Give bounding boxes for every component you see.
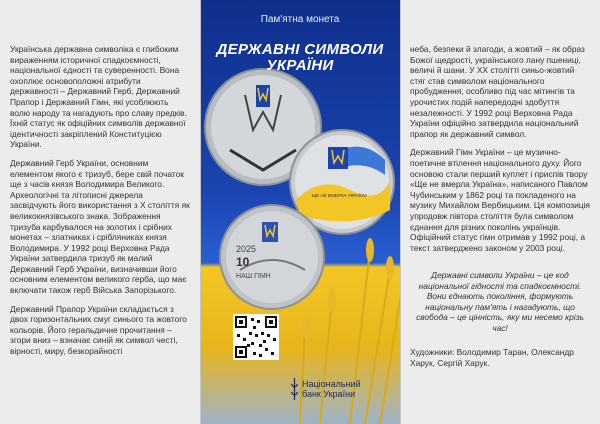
coin-inscription: ЩЕ НЕ ВМЕРЛА УКРАЇНИ: [312, 193, 367, 198]
paragraph-flag: Державний Прапор України складається з двох горизонтальних смуг синього та жовтого кольорів. Його геральдичне прочитання – згори вниз – взначає синій як символ честі, вірності, миру, безкорайності: [10, 303, 187, 357]
authors-text: Художники: Володимир Таран, Олександр Харук, Сергій Харук.: [410, 347, 574, 368]
coin-unit-label: НАШ ГІМН: [236, 273, 271, 280]
qr-code-icon[interactable]: [233, 314, 279, 360]
bank-name: [302, 379, 361, 399]
paragraph-anthem: Державний Гімн України – це музично-поетичне втілення національного духу. Його основою стали перший куплет і приспів твору «Ще не вмерла Україна», написаного Павлом Чубинським у 1862 році та покладеного на музику Михайлом Вербицьким. Ця композиція упродовж півтора століття була символом єднання для різних поколінь українців. Офіційний статус гімн отримав у 1992 році, а текст затверджено законом у 2003 році.: [410, 147, 590, 253]
title-line1: ДЕРЖАВНІ СИМВОЛИ: [216, 41, 384, 58]
bank-name-line1: Національний: [302, 379, 361, 389]
bank-emblem-icon: [291, 378, 298, 400]
bank-name-line2: банк України: [302, 389, 356, 399]
coin-value-label: 10: [236, 255, 250, 269]
coin-year-label: 2025: [236, 244, 257, 254]
left-panel: [0, 0, 200, 424]
fold-line-left: [200, 0, 201, 424]
pre-title: Пам'ятна монета: [260, 14, 340, 25]
quote-text: Державні символи України – це код національної гідності та спадкоємності. Вони єднають покоління, формують національну пам'ять і нагадують, що свобода – це цінність, яку ми несемо крізь час!: [416, 270, 584, 333]
center-panel: [200, 0, 400, 424]
title-line2: УКРАЇНИ: [266, 57, 334, 74]
right-text: [410, 44, 590, 261]
paragraph-symbols-intro: Українська державна символіка є глибоким вираженням історичної спадкоємності, національної єдності та суверенності. Вона охоплює основоположні атрибути державності – Державний Герб, Державний Прапор і Державний Гімн, які усоблюють волю народу та нагадують про славу предків. Їхній статус як офіційних символів державної ідентичності закріплений Конституцією України.: [10, 44, 187, 150]
left-text: [10, 44, 190, 365]
right-panel: [400, 0, 600, 424]
paragraph-coat-of-arms: Державний Герб України, основним елементом якого є тризуб, бере свій початок ще з часів князя Володимира Великого. Археологічні та літописні джерела засвідчують його використання з X століття як великокнязівського знака. Зображення тризуба карбувалося на золотих і срібних монетах – златниках і срібляниках князя Володимира. У 1992 році Верховна Рада України затвердила тризуб як малий Державний Герб України, визначивши його основним елементом великого герба, що має включати також герб Війська Запорізького.: [10, 157, 190, 296]
fold-line-right: [400, 0, 401, 424]
paragraph-flag-continued: неба, безпеки й злагоди, а жовтий – як образ Божої щедрості, українського лану пшениці, величі й шани. У XX столітті синьо-жовтий стяг став символом національного пробудження, особливо під час мітингів та урочистих подій напередодні здобуття незалежності. У 1992 році Верховна Рада України офіційно затвердила національний прапор як державний символ.: [410, 44, 585, 139]
bank-logo: [291, 378, 361, 400]
main-title: [200, 42, 400, 74]
